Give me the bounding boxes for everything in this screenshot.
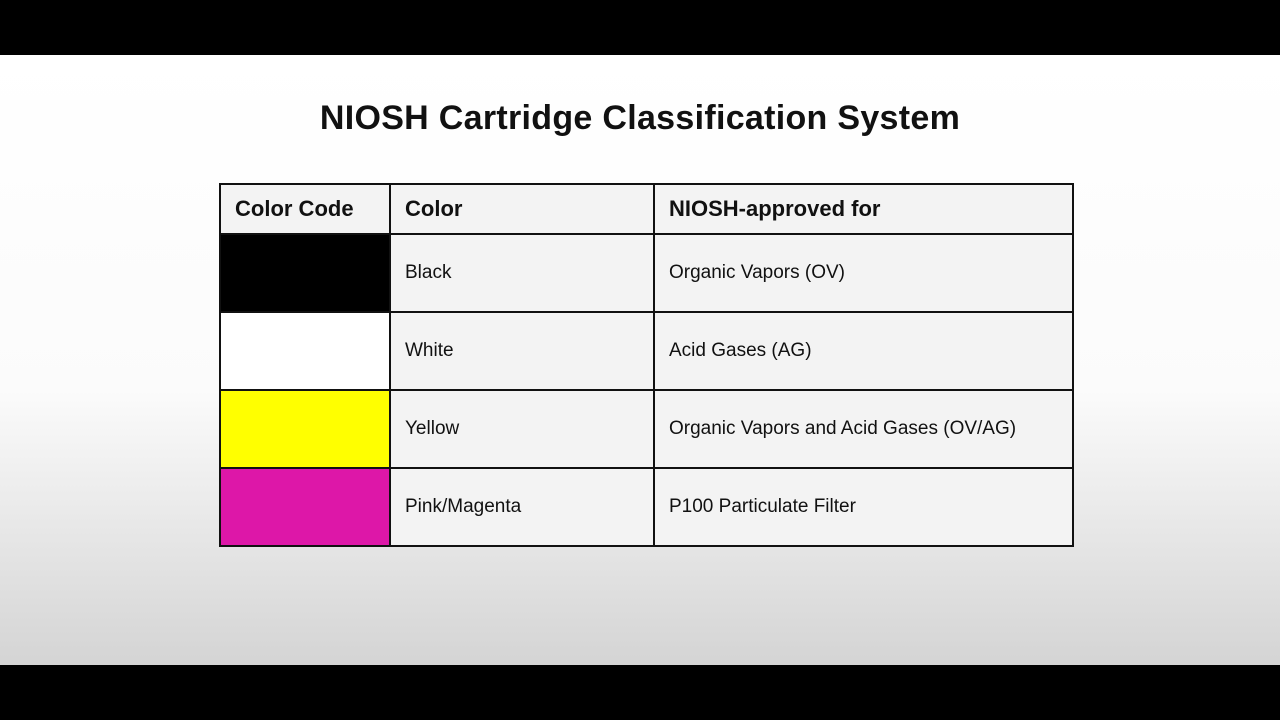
color-name-cell: White: [390, 312, 654, 390]
slide: [0, 55, 1280, 665]
header-color-code: Color Code: [220, 184, 390, 234]
table-row: [220, 468, 1073, 546]
color-swatch-white: [220, 312, 390, 390]
table-row: [220, 234, 1073, 312]
cartridge-classification-table: [219, 183, 1074, 547]
color-name-cell: Black: [390, 234, 654, 312]
approved-for-cell: Organic Vapors and Acid Gases (OV/AG): [654, 390, 1073, 468]
color-swatch-yellow: [220, 390, 390, 468]
approved-for-cell: Organic Vapors (OV): [654, 234, 1073, 312]
table-header-row: [220, 184, 1073, 234]
header-color: Color: [390, 184, 654, 234]
header-approved-for: NIOSH-approved for: [654, 184, 1073, 234]
color-name-cell: Yellow: [390, 390, 654, 468]
color-name-cell: Pink/Magenta: [390, 468, 654, 546]
page-title: NIOSH Cartridge Classification System: [319, 99, 961, 137]
color-swatch-magenta: [220, 468, 390, 546]
approved-for-cell: Acid Gases (AG): [654, 312, 1073, 390]
letterbox-top-bar: [0, 0, 1280, 55]
table-row: [220, 312, 1073, 390]
letterbox-bottom-bar: [0, 665, 1280, 720]
table-row: [220, 390, 1073, 468]
color-swatch-black: [220, 234, 390, 312]
approved-for-cell: P100 Particulate Filter: [654, 468, 1073, 546]
